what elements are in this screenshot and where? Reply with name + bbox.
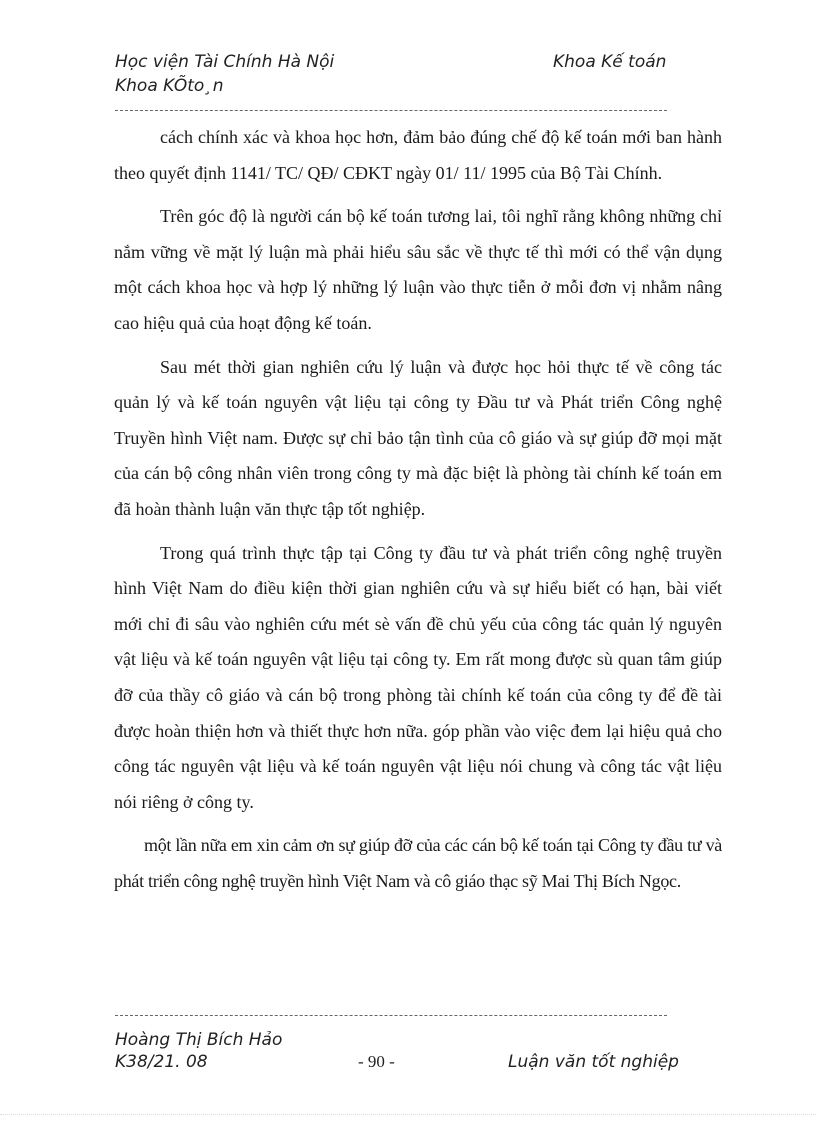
document-body	[114, 120, 722, 899]
paragraph-5: một lần nữa em xin cảm ơn sự giúp đỡ của các cán bộ kế toán tại Công ty đầu tư và phát triển công nghệ truyền hình Việt Nam và cô giáo thạc sỹ Mai Thị Bích Ngọc.	[114, 835, 722, 891]
paragraph-4: Trong quá trình thực tập tại Công ty đầu tư và phát triển công nghệ truyền hình Việt Nam do điều kiện thời gian nghiên cứu và sự hiểu biết có hạn, bài viết mới chỉ đi sâu vào nghiên cứu mét sè vấn đề chủ yếu của công tác quản lý nguyên vật liệu và kế toán nguyên vật liệu tại công ty. Em rất mong được sù quan tâm giúp đỡ của thầy cô giáo và cán bộ trong phòng tài chính kế toán của công ty để đề tài được hoàn thiện hơn và thiết thực hơn nữa. góp phần vào việc đem lại hiệu quả cho công tác nguyên vật liệu và kế toán nguyên vật liệu nói chung và công tác vật liệu nói riêng ở công ty.	[114, 542, 722, 812]
paragraph-1: cách chính xác và khoa học hơn, đảm bảo đúng chế độ kế toán mới ban hành theo quyết định 1141/ TC/ QĐ/ CĐKT ngày 01/ 11/ 1995 của Bộ Tài Chính.	[114, 127, 722, 183]
header-faculty: Khoa Kế toán	[553, 52, 667, 72]
header-rule	[115, 110, 667, 111]
header-faculty-garbled: Khoa KÕto¸n	[115, 76, 224, 96]
footer-rule	[115, 1015, 667, 1016]
page-edge-divider	[0, 1114, 816, 1115]
page-number: - 90 -	[358, 1052, 395, 1071]
paragraph-3: Sau mét thời gian nghiên cứu lý luận và được học hỏi thực tế về công tác quản lý và kế toán nguyên vật liệu tại công ty Đầu tư và Phát triển Công nghệ Truyền hình Việt nam. Được sự chỉ bảo tận tình của cô giáo và sự giúp đỡ mọi mặt của cán bộ công nhân viên trong công ty mà đặc biệt là phòng tài chính kế toán em đã hoàn thành luận văn thực tập tốt nghiệp.	[114, 356, 722, 519]
footer-doc-type: Luận văn tốt nghiệp	[508, 1052, 679, 1072]
header-institution: Học viện Tài Chính Hà Nội	[115, 52, 335, 72]
footer-class-code: K38/21. 08	[115, 1052, 208, 1072]
footer-author: Hoàng Thị Bích Hảo	[115, 1030, 283, 1050]
paragraph-2: Trên góc độ là người cán bộ kế toán tương lai, tôi nghĩ rằng không những chỉ nắm vững về mặt lý luận mà phải hiểu sâu sắc về thực tế thì mới có thể vận dụng một cách khoa học và hợp lý những lý luận vào thực tiễn ở mỗi đơn vị nhằm nâng cao hiệu quả của hoạt động kế toán.	[114, 206, 722, 333]
